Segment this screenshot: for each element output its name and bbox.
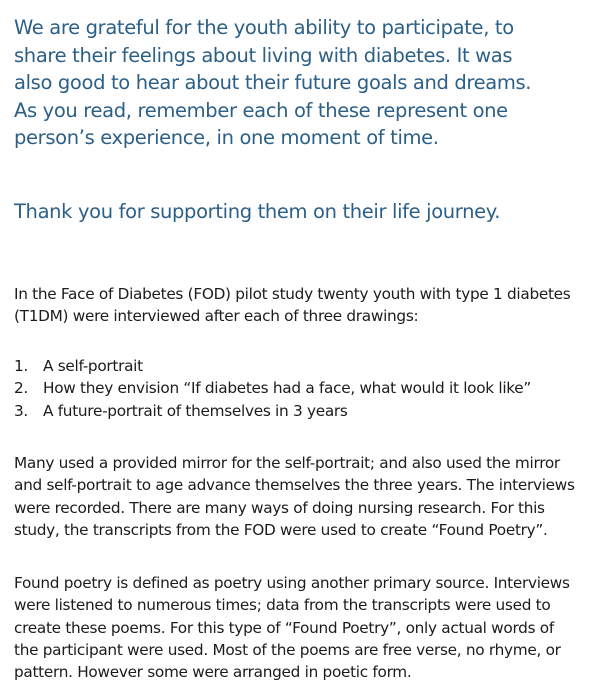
mirror-paragraph — [14, 452, 594, 541]
intro-line: As you read, remember each of these represent one — [14, 98, 508, 122]
mirror-line: were recorded. There are many ways of doing nursing research. For this — [14, 498, 545, 517]
list-item-number: 2. — [14, 379, 28, 398]
found-poetry-line: create these poems. For this type of “Found Poetry”, only actual words of — [14, 618, 554, 637]
list-item-text: A self-portrait — [43, 357, 143, 375]
list-item — [14, 355, 594, 377]
found-poetry-line: pattern. However some were arranged in poetic form. — [14, 663, 412, 682]
study-line: In the Face of Diabetes (FOD) pilot study twenty youth with type 1 diabetes — [14, 285, 571, 303]
intro-line: also good to hear about their future goals and dreams. — [14, 71, 532, 94]
found-poetry-line: were listened to numerous times; data from the transcripts were used to — [14, 596, 551, 615]
list-item-text: How they envision “If diabetes had a face, what would it look like” — [43, 379, 532, 398]
list-item-number: 1. — [14, 357, 28, 375]
list-item-number: 3. — [14, 401, 28, 420]
thank-you-line: Thank you for supporting them on their life journey. — [14, 200, 501, 223]
list-item-text: A future-portrait of themselves in 3 years — [43, 401, 348, 420]
study-line: (T1DM) were interviewed after each of three drawings: — [14, 307, 419, 326]
intro-line: We are grateful for the youth ability to participate, to — [14, 16, 514, 39]
study-paragraph — [14, 283, 594, 328]
mirror-line: study, the transcripts from the FOD were used to create “Found Poetry”. — [14, 520, 548, 539]
list-item — [14, 377, 594, 399]
mirror-line: and self-portrait to age advance themselves the three years. The interviews — [14, 476, 575, 495]
found-poetry-paragraph — [14, 572, 594, 683]
list-item — [14, 400, 594, 422]
intro-paragraph — [14, 14, 594, 152]
intro-line: person’s experience, in one moment of time. — [14, 126, 439, 149]
found-poetry-line: Found poetry is defined as poetry using another primary source. Interviews — [14, 574, 570, 592]
intro-line: share their feelings about living with diabetes. It was — [14, 43, 513, 67]
drawings-list — [14, 355, 594, 422]
found-poetry-line: the participant were used. Most of the poems are free verse, no rhyme, or — [14, 640, 561, 659]
mirror-line: Many used a provided mirror for the self-portrait; and also used the mirror — [14, 454, 560, 472]
